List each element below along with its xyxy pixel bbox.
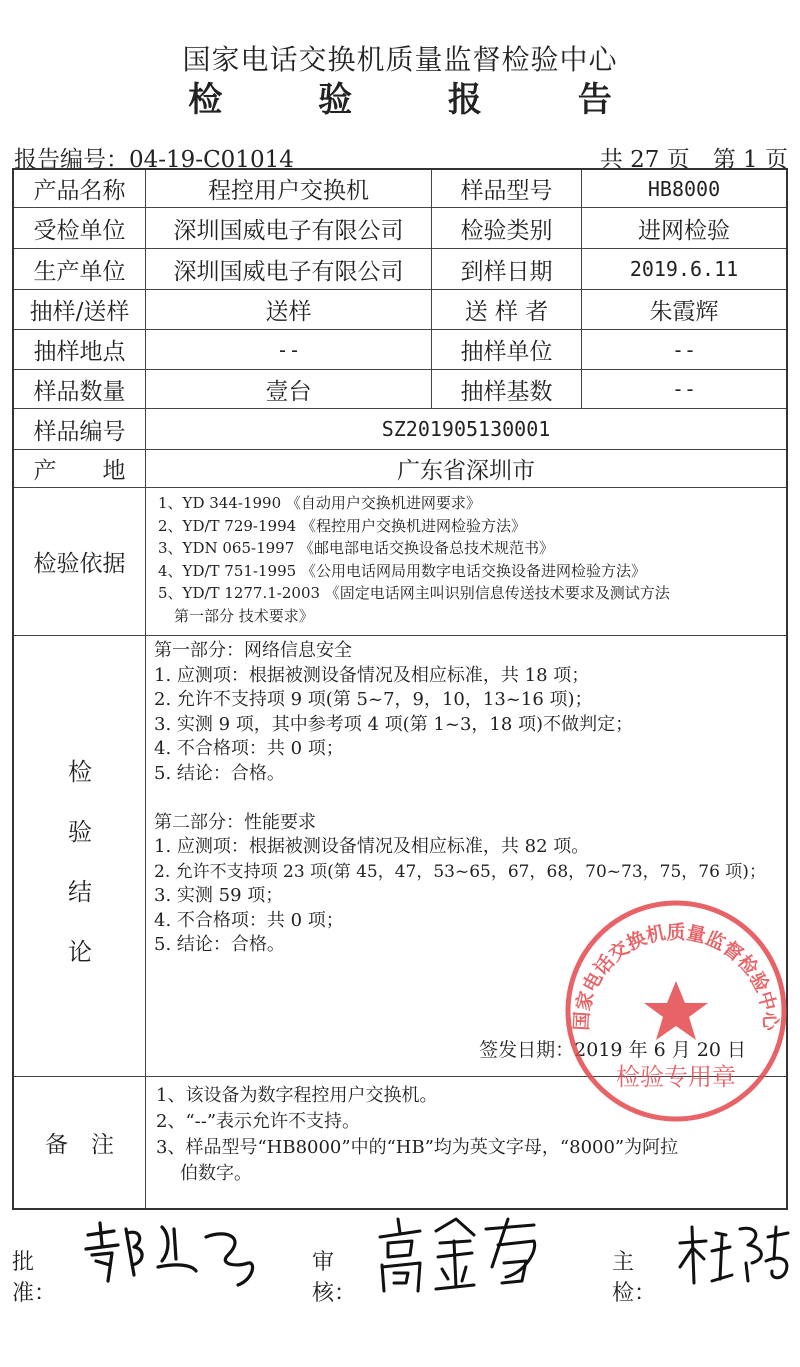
approve-label: 批准： — [12, 1250, 57, 1306]
sampling-unit-value: -- — [671, 337, 697, 362]
part1-title: 第一部分：网络信息安全 — [154, 640, 352, 661]
part1-line: 3. 实测 9 项，其中参考项 4 项(第 1~3，18 项)不做判定； — [154, 713, 634, 735]
inspect-type-value: 进网检验 — [638, 217, 730, 244]
arrival-date-value: 2019.6.11 — [629, 257, 739, 281]
star-icon — [644, 981, 708, 1040]
arrival-date-label: 到样日期 — [432, 249, 582, 289]
notes-label: 备 注 — [14, 1077, 146, 1208]
part2-line: 1. 应测项：根据被测设备情况及相应标准，共 82 项。 — [154, 836, 590, 857]
table-row — [14, 450, 786, 488]
basis-item: 第一部分 技术要求》 — [174, 606, 314, 625]
product-name-label: 产品名称 — [14, 170, 146, 207]
table-row — [14, 208, 786, 249]
basis-item: 1、YD 344-1990 《自动用户交换机进网要求》 — [158, 494, 481, 512]
conclusion-label-char: 结 — [68, 878, 92, 906]
note-item: 伯数字。 — [180, 1163, 252, 1184]
note-item: 2、“--”表示允许不支持。 — [156, 1111, 361, 1132]
seal-ring-text: 国家电话交换机质量监督检验中心 — [570, 921, 782, 1032]
review-handwriting — [374, 1211, 544, 1295]
chief-label: 主检： — [612, 1250, 657, 1306]
inspected-unit-value: 深圳国威电子有限公司 — [146, 208, 432, 248]
conclusion-label — [14, 636, 146, 1076]
note-item: 1、该设备为数字程控用户交换机。 — [156, 1085, 438, 1106]
quantity-value: 壹台 — [146, 370, 432, 408]
conclusion-label-char: 检 — [68, 758, 92, 786]
official-seal — [560, 895, 792, 1127]
approve-handwriting — [78, 1215, 258, 1293]
part2-line: 3. 实测 59 项； — [154, 885, 284, 906]
sampling-place-label: 抽样地点 — [14, 330, 146, 369]
table-row — [14, 170, 786, 208]
part1-line: 4. 不合格项：共 0 项； — [154, 738, 344, 759]
issue-date: 签发日期：2019 年 6 月 20 日 — [479, 1039, 746, 1061]
seal-center-text: 检验专用章 — [616, 1063, 736, 1091]
basis-list — [146, 488, 786, 635]
part1-line: 1. 应测项：根据被测设备情况及相应标准，共 18 项； — [154, 664, 590, 686]
sampling-value: 送样 — [146, 290, 432, 329]
basis-item: 5、YD/T 1277.1-2003 《固定电话网主叫识别信息传送技术要求及测试方法 — [158, 584, 670, 602]
conclusion-label-char: 验 — [68, 818, 92, 846]
sampling-unit-label: 抽样单位 — [432, 330, 582, 369]
sample-no-value: SZ201905130001 — [381, 417, 551, 441]
table-row — [14, 290, 786, 330]
sampling-place-value: -- — [146, 330, 432, 369]
inspected-unit-label: 受检单位 — [14, 208, 146, 248]
manufacturer-value: 深圳国威电子有限公司 — [146, 249, 432, 289]
report-title: 检 验 报 告 — [188, 80, 654, 120]
sender-label: 送 样 者 — [432, 290, 582, 329]
basis-label: 检验依据 — [14, 488, 146, 635]
table-row — [14, 249, 786, 290]
model-value: HB8000 — [647, 176, 721, 201]
part1-line: 5. 结论：合格。 — [154, 762, 285, 784]
chief-handwriting — [676, 1219, 792, 1289]
sampling-base-label: 抽样基数 — [432, 370, 582, 408]
table-row — [14, 370, 786, 409]
part2-line: 4. 不合格项：共 0 项； — [154, 909, 344, 931]
sender-value: 朱霞辉 — [649, 299, 719, 325]
product-name-value: 程控用户交换机 — [146, 170, 432, 207]
basis-item: 2、YD/T 729-1994 《程控用户交换机进网检验方法》 — [158, 516, 526, 535]
part2-line: 5. 结论：合格。 — [154, 934, 285, 955]
inspect-type-label: 检验类别 — [432, 208, 582, 248]
sampling-label: 抽样/送样 — [14, 290, 146, 329]
origin-value: 广东省深圳市 — [397, 458, 535, 484]
model-label: 样品型号 — [432, 170, 582, 207]
org-title: 国家电话交换机质量监督检验中心 — [182, 43, 618, 76]
sampling-base-value: -- — [671, 377, 697, 401]
report-number: 报告编号：04-19-C01014 — [14, 147, 294, 173]
page-count: 共 27 页 第 1 页 — [599, 147, 788, 173]
manufacturer-label: 生产单位 — [14, 249, 146, 289]
table-row — [14, 409, 786, 450]
part1-line: 2. 允许不支持项 9 项(第 5~7，9，10，13~16 项)； — [154, 689, 593, 710]
review-label: 审核： — [312, 1250, 357, 1306]
conclusion-label-char: 论 — [68, 938, 92, 966]
basis-item: 4、YD/T 751-1995 《公用电话网局用数字电话交换设备进网检验方法》 — [158, 561, 646, 580]
part2-title: 第二部分：性能要求 — [154, 811, 316, 833]
basis-item: 3、YDN 065-1997 《邮电部电话交换设备总技术规范书》 — [158, 539, 555, 557]
sample-no-label: 样品编号 — [14, 409, 146, 449]
part2-line: 2. 允许不支持项 23 项(第 45，47，53~65，67，68，70~73，75，76 项)； — [154, 861, 766, 882]
table-row — [14, 330, 786, 370]
note-item: 3、样品型号“HB8000”中的“HB”均为英文字母，“8000”为阿拉 — [156, 1137, 679, 1158]
quantity-label: 样品数量 — [14, 370, 146, 408]
basis-section — [14, 488, 786, 636]
origin-label: 产 地 — [14, 450, 146, 487]
